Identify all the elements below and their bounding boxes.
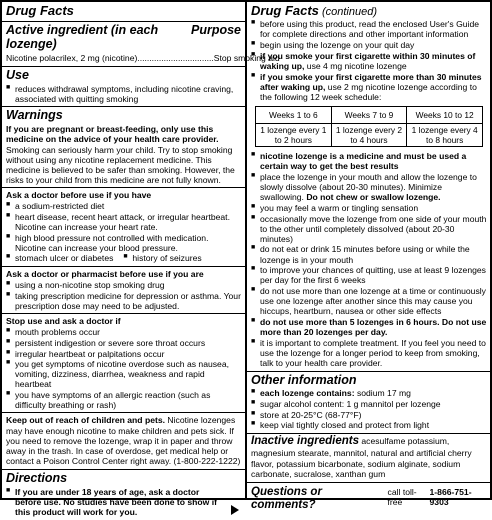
list-item: ■ reduces withdrawal symptoms, including nicotine craving, associated with quitting smoking: [6, 84, 241, 104]
phone-number: 1-866-751-9303: [429, 486, 472, 508]
inactive-ingredients-heading: Inactive ingredients: [251, 434, 360, 447]
list-item: ■ it is important to complete treatment. If you feel you need to use the lozenge for a longer period to keep from smoking, talk to your health care provider.: [251, 338, 488, 368]
list-item: ■ do not eat or drink 15 minutes before using or while the lozenge is in your mouth: [251, 244, 488, 264]
list-item: ■ stomach ulcer or diabetes: [6, 253, 113, 263]
list-item: ■ sugar alcohol content: 1 g mannitol per lozenge: [251, 399, 488, 409]
table-row: [256, 124, 483, 147]
list-item: ■ if you smoke your first cigarette more than 30 minutes after waking up, use 2 mg nicotine lozenge according to the following 12 week schedule:: [251, 72, 488, 102]
list-item: ■ before using this product, read the enclosed User's Guide for complete directions and other important information: [251, 19, 488, 39]
list-item: ■ mouth problems occur: [6, 327, 241, 337]
continue-arrow-icon: [231, 505, 239, 515]
active-ingredient-line: Nicotine polacrilex, 2 mg (nicotine)................................Stop smoking aid: [6, 52, 280, 63]
list-item: ■ you get symptoms of nicotine overdose such as nausea, vomiting, dizziness, diarrhea, weakness and rapid heartbeat: [6, 359, 241, 389]
divider: [2, 266, 245, 267]
list-item: ■ you may feel a warm or tingling sensation: [251, 203, 488, 213]
list-item: ■ history of seizures: [123, 253, 201, 263]
list-item: ■ irregular heartbeat or palpitations occur: [6, 349, 241, 359]
dosing-schedule-table: [255, 106, 483, 147]
list-item: ■ a sodium-restricted diet: [6, 201, 241, 211]
directions-continued-list: [251, 19, 488, 102]
warnings-heading: Warnings: [6, 108, 63, 123]
inactive-ingredients-section: [247, 434, 492, 483]
questions-section: [247, 483, 492, 515]
divider: [2, 412, 245, 413]
list-item: ■ keep vial tightly closed and protect from light: [251, 420, 488, 430]
table-row: [256, 106, 483, 123]
drug-facts-header: [2, 2, 245, 22]
purpose-heading: Purpose: [190, 23, 241, 38]
other-information-heading: Other information: [251, 372, 357, 387]
table-cell: 1 lozenge every 1 to 2 hours: [256, 124, 332, 147]
list-item: ■ store at 20-25°C (68-77°F): [251, 410, 488, 420]
list-item: ■ persistent indigestion or severe sore throat occurs: [6, 338, 241, 348]
list-item: ■ do not use more than 5 lozenges in 6 hours. Do not use more than 20 lozenges per day.: [251, 317, 488, 337]
questions-heading: Questions or comments?: [251, 485, 322, 512]
list-item: ■ to improve your chances of quitting, use at least 9 lozenges per day for the first 6 weeks: [251, 265, 488, 285]
divider: [2, 187, 245, 188]
list-item: ■ occasionally move the lozenge from one side of your mouth to the other until completely dissolved (about 20-30 minutes): [251, 214, 488, 244]
active-ingredient-section: [2, 22, 280, 67]
table-cell: Weeks 1 to 6: [256, 106, 332, 123]
right-column: [247, 2, 492, 512]
list-item: ■ high blood pressure not controlled with medication. Nicotine can increase your blood pressure.: [6, 233, 241, 253]
table-cell: 1 lozenge every 4 to 8 hours: [407, 124, 483, 147]
directions-list: [6, 487, 241, 517]
list-item: ■ you have symptoms of an allergic reaction (such as difficulty breathing or rash): [6, 390, 241, 410]
directions-continued-section: [247, 2, 492, 372]
directions-heading: Directions: [6, 471, 68, 486]
inactive-ingredients: Inactive ingredients acesulfame potassium, magnesium stearate, mannitol, natural and artificial cherry flavor, potassium bicarbonate, sodium alginate, sodium carbonate, sucralose, xanthan gum: [251, 434, 472, 479]
use-heading: Use: [6, 67, 29, 82]
divider: [2, 313, 245, 314]
ask-pharmacist-list: [6, 280, 241, 311]
list-item: ■ heart disease, recent heart attack, or irregular heartbeat. Nicotine can increase your heart rate.: [6, 212, 241, 232]
left-column: [2, 2, 280, 518]
use-list: [6, 84, 241, 104]
ask-pharmacist-heading: Ask a doctor or pharmacist before use if you are: [6, 269, 204, 280]
other-information-section: [247, 372, 492, 434]
list-item: ■ place the lozenge in your mouth and allow the lozenge to slowly dissolve (about 20-30 minutes). Minimize swallowing. Do not chew or swallow lozenge.: [251, 172, 488, 202]
stop-use-list: [6, 327, 241, 410]
table-cell: Weeks 10 to 12: [407, 106, 483, 123]
list-item: ■ begin using the lozenge on your quit day: [251, 40, 488, 50]
ask-doctor-heading: Ask a doctor before use if you have: [6, 190, 152, 201]
active-ingredient-heading: Active ingredient (in each lozenge): [6, 23, 159, 52]
list-item: ■ taking prescription medicine for depression or asthma. Your prescription dose may need to be adjusted.: [6, 291, 241, 311]
list-item: ■ if you smoke your first cigarette within 30 minutes of waking up, use 4 mg nicotine lozenge: [251, 51, 488, 71]
children-warning: Keep out of reach of children and pets. Nicotine lozenges may have enough nicotine to make children and pets sick. If you need to remove the lozenge, wrap it in paper and throw away in the trash. In case of overdose, get medical help or contact a Poison Control Center right away. (1-800-222-1222): [6, 415, 241, 466]
drug-facts-continued-title: Drug Facts (continued): [251, 3, 377, 18]
drug-facts-title: Drug Facts: [6, 3, 74, 18]
warnings-section: [2, 107, 245, 470]
table-cell: 1 lozenge every 2 to 4 hours: [331, 124, 407, 147]
other-information-list: [251, 388, 488, 430]
list-item: ■ nicotine lozenge is a medicine and must be used a certain way to get the best results: [251, 151, 488, 171]
pregnancy-warning: If you are pregnant or breast-feeding, only use this medicine on the advice of your health care provider. Smoking can seriously harm your child. Try to stop smoking without using any nicotine replacement medicine. This medicine is believed to be safer than smoking. However, the risks to your child from this medicine are not fully known.: [6, 124, 235, 185]
list-item: ■ If you are under 18 years of age, ask a doctor before use. No studies have been done to show if this product will work for you.: [6, 487, 227, 517]
directions-continued-list-2: [251, 151, 488, 368]
table-cell: Weeks 7 to 9: [331, 106, 407, 123]
directions-section: [2, 470, 245, 520]
list-item: ■ using a non-nicotine stop smoking drug: [6, 280, 241, 290]
questions-text: call toll-free: [387, 486, 417, 508]
ask-doctor-pair: [6, 253, 241, 264]
list-item: ■ do not use more than one lozenge at a time or continuously use one lozenge after another since this may cause you hiccups, heartburn, nausea or other side effects: [251, 286, 488, 316]
use-section: [2, 67, 245, 108]
ask-doctor-list: [6, 201, 241, 253]
stop-use-heading: Stop use and ask a doctor if: [6, 316, 121, 327]
list-item: ■ each lozenge contains: sodium 17 mg: [251, 388, 488, 398]
